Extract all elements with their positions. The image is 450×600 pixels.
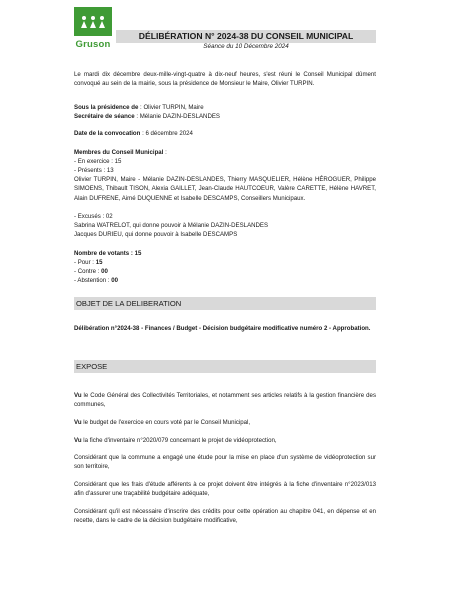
presidence-value: : Olivier TURPIN, Maire: [138, 104, 204, 111]
convocation-value: : 6 décembre 2024: [140, 130, 193, 137]
logo-text: Gruson: [75, 39, 111, 50]
objet-heading: OBJET DE LA DELIBERATION: [76, 299, 182, 308]
secretaire-label: Secrétaire de séance: [74, 113, 135, 120]
votants-label: Nombre de votants: [74, 250, 130, 257]
vu-text: le budget de l'exercice en cours voté par le Conseil Municipal,: [81, 419, 251, 426]
presidence-label: Sous la présidence de: [74, 104, 139, 111]
secretaire-value: : Mélanie DAZIN-DESLANDES: [134, 113, 220, 120]
convocation-label: Date de la convocation: [74, 130, 141, 137]
vote-contre-value: 00: [101, 268, 108, 275]
vu-lead: Vu: [74, 437, 82, 444]
vote-contre-label: - Contre :: [74, 268, 102, 275]
vu-text: la fiche d'inventaire n°2020/079 concernant le projet de vidéoprotection,: [81, 437, 277, 444]
considerant-paragraph: Considérant qu'il est nécessaire d'inscrire des crédits pour cette opération au chapitre 041, en dépense et en recette, dans le cadre de la décision budgétaire modificative,: [74, 508, 376, 525]
membres-suffix: :: [163, 149, 167, 156]
membres-label: Membres du Conseil Municipal: [74, 149, 164, 156]
pouvoir-line: Sabrina WATRELOT, qui donne pouvoir à Mélanie DAZIN-DESLANDES: [74, 222, 269, 229]
vu-paragraph: [74, 436, 376, 445]
membres-heading: [74, 148, 376, 157]
votants-count: : 15: [129, 250, 142, 257]
votants-line: [74, 249, 376, 258]
vu-paragraph: [74, 391, 376, 410]
secretaire-line: [74, 112, 376, 121]
vote-abstention-value: 00: [111, 277, 119, 284]
vote-pour: [74, 258, 376, 267]
excuses-count: - Excusés : 02: [74, 213, 113, 220]
session-date: Séance du 10 Décembre 2024: [203, 43, 289, 50]
objet-section-header: [74, 297, 376, 310]
pouvoir-line: Jacques DURIEU, qui donne pouvoir à Isabelle DESCAMPS: [74, 231, 238, 238]
person-icon: [99, 16, 105, 28]
presidence-line: [74, 103, 376, 112]
vu-paragraph: [74, 418, 376, 427]
vote-pour-label: - Pour :: [74, 259, 96, 266]
vu-text: le Code Général des Collectivités Territoriales, et notamment ses articles relatifs à la gestion financière des communes,: [74, 392, 376, 409]
convocation-line: [74, 129, 376, 138]
considerant-paragraph: Considérant que la commune a engagé une étude pour la mise en place d'un système de vidéoprotection sur son territoire,: [74, 454, 376, 471]
vote-abstention: [74, 276, 376, 285]
page-title: DÉLIBÉRATION N° 2024-38 DU CONSEIL MUNICIPAL: [138, 31, 354, 41]
presents-list: Olivier TURPIN, Maire - Mélanie DAZIN-DESLANDES, Thierry MASQUELIER, Hélène HÉROGUER, Philippe SIMOENS, Thibault TISON, Alexia GAILLET, Jean-Claude HAUTCOEUR, Valère CARETTE, Hélène HAVRET, Alain DUFRENE, Aimé DUQUENNE et Isabelle DESCAMPS, Conseillers Municipaux.: [74, 176, 376, 202]
intro-paragraph: Le mardi dix décembre deux-mille-vingt-quatre à dix-neuf heures, s'est réuni le Conseil Municipal dûment convoqué au sein de la mairie, sous la présidence de Monsieur le Maire, Olivier TURPIN.: [74, 71, 376, 88]
expose-heading: EXPOSE: [76, 362, 108, 371]
person-icon: [81, 16, 87, 28]
presents-count: - Présents : 13: [74, 167, 114, 174]
vote-contre: [74, 267, 376, 276]
expose-section-header: [74, 360, 376, 373]
logo-green-box: [74, 7, 112, 36]
vu-lead: Vu: [74, 392, 82, 399]
en-exercice: - En exercice : 15: [74, 158, 122, 165]
vu-lead: Vu: [74, 419, 82, 426]
vote-abstention-label: - Abstention :: [74, 277, 112, 284]
considerant-paragraph: Considérant que les frais d'étude afférents à ce projet doivent être intégrés à la fiche d'inventaire n°2023/013 afin d'assurer une traçabilité budgétaire adéquate,: [74, 481, 376, 498]
gruson-logo: [74, 7, 112, 51]
objet-text: Délibération n°2024-38 - Finances / Budget - Décision budgétaire modificative numéro 2 - Approbation.: [74, 325, 371, 332]
person-icon: [90, 16, 96, 28]
vote-pour-value: 15: [95, 259, 103, 266]
